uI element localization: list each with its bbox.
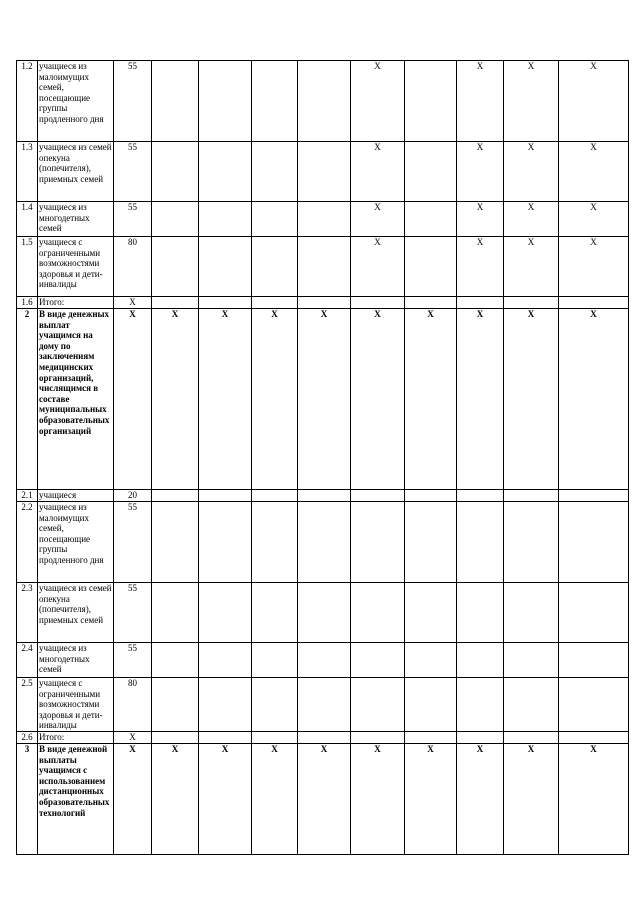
table-row — [17, 297, 629, 309]
value-cell — [252, 583, 298, 643]
table-row — [17, 237, 629, 297]
value-cell — [405, 297, 457, 309]
amount-cell: 55 — [114, 643, 152, 678]
value-cell — [351, 490, 405, 502]
amount-cell: 80 — [114, 678, 152, 732]
value-cell — [504, 490, 559, 502]
row-number-cell: 2.3 — [17, 583, 38, 643]
table-row — [17, 583, 629, 643]
value-cell: X — [504, 202, 559, 237]
value-cell — [199, 643, 252, 678]
value-cell — [298, 643, 351, 678]
value-cell — [199, 237, 252, 297]
value-cell — [252, 678, 298, 732]
value-cell: X — [199, 743, 252, 854]
value-cell — [405, 237, 457, 297]
value-cell — [504, 297, 559, 309]
value-cell — [559, 731, 629, 743]
value-cell: X — [405, 309, 457, 490]
value-cell: X — [504, 61, 559, 142]
amount-cell: X — [114, 297, 152, 309]
row-label-cell: учащиеся из малоимущих семей, посещающие группы продленного дня — [38, 502, 114, 583]
row-label-cell: учащиеся из многодетных семей — [38, 643, 114, 678]
value-cell — [152, 237, 199, 297]
value-cell — [457, 502, 504, 583]
value-cell — [504, 502, 559, 583]
value-cell — [457, 731, 504, 743]
value-cell: X — [559, 309, 629, 490]
row-number-cell: 2 — [17, 309, 38, 490]
value-cell: X — [351, 237, 405, 297]
table-row — [17, 502, 629, 583]
value-cell — [152, 61, 199, 142]
value-cell: X — [298, 309, 351, 490]
table-row — [17, 731, 629, 743]
row-label-cell: Итого: — [38, 731, 114, 743]
value-cell — [152, 490, 199, 502]
value-cell — [457, 490, 504, 502]
document-page — [16, 60, 629, 855]
value-cell — [152, 502, 199, 583]
row-label-cell: В виде денежной выплаты учащимся с использованием дистанционных образовательных технологий — [38, 743, 114, 854]
value-cell — [298, 202, 351, 237]
amount-cell: 55 — [114, 502, 152, 583]
value-cell — [199, 731, 252, 743]
value-cell — [504, 643, 559, 678]
value-cell: X — [152, 743, 199, 854]
value-cell — [559, 678, 629, 732]
value-cell — [351, 297, 405, 309]
value-cell: X — [457, 202, 504, 237]
row-number-cell: 2.2 — [17, 502, 38, 583]
amount-cell: 55 — [114, 61, 152, 142]
value-cell — [298, 502, 351, 583]
value-cell — [405, 142, 457, 202]
table-row — [17, 202, 629, 237]
value-cell: X — [351, 743, 405, 854]
value-cell — [405, 678, 457, 732]
value-cell — [298, 142, 351, 202]
row-number-cell: 3 — [17, 743, 38, 854]
value-cell — [559, 643, 629, 678]
value-cell — [298, 297, 351, 309]
value-cell: X — [252, 309, 298, 490]
value-cell — [199, 142, 252, 202]
value-cell — [405, 502, 457, 583]
amount-cell: X — [114, 309, 152, 490]
value-cell — [252, 297, 298, 309]
table-row — [17, 678, 629, 732]
value-cell — [152, 678, 199, 732]
value-cell — [199, 678, 252, 732]
row-number-cell: 1.4 — [17, 202, 38, 237]
value-cell — [298, 61, 351, 142]
value-cell — [152, 731, 199, 743]
table-body — [17, 61, 629, 855]
value-cell — [457, 583, 504, 643]
value-cell: X — [298, 743, 351, 854]
value-cell — [152, 202, 199, 237]
row-number-cell: 1.2 — [17, 61, 38, 142]
value-cell — [199, 502, 252, 583]
value-cell: X — [351, 61, 405, 142]
value-cell: X — [457, 237, 504, 297]
value-cell — [457, 678, 504, 732]
row-label-cell: учащиеся из семей опекуна (попечителя), приемных семей — [38, 142, 114, 202]
amount-cell: X — [114, 743, 152, 854]
value-cell — [252, 643, 298, 678]
value-cell: X — [504, 309, 559, 490]
value-cell — [351, 678, 405, 732]
value-cell — [252, 202, 298, 237]
row-label-cell: учащиеся из малоимущих семей, посещающие группы продленного дня — [38, 61, 114, 142]
table-row — [17, 309, 629, 490]
row-number-cell: 1.5 — [17, 237, 38, 297]
row-label-cell: В виде денежных выплат учащимся на дому по заключениям медицинских организаций, числящимся в составе муниципальных образовательных организаций — [38, 309, 114, 490]
value-cell — [405, 202, 457, 237]
value-cell: X — [504, 237, 559, 297]
subsidy-table — [16, 60, 629, 855]
value-cell: X — [457, 743, 504, 854]
table-row — [17, 490, 629, 502]
amount-cell: 55 — [114, 142, 152, 202]
value-cell — [504, 731, 559, 743]
row-number-cell: 1.6 — [17, 297, 38, 309]
value-cell — [351, 583, 405, 643]
value-cell — [252, 142, 298, 202]
table-row — [17, 743, 629, 854]
value-cell — [152, 583, 199, 643]
table-row — [17, 142, 629, 202]
value-cell — [351, 643, 405, 678]
value-cell — [351, 731, 405, 743]
value-cell: X — [252, 743, 298, 854]
row-label-cell: Итого: — [38, 297, 114, 309]
value-cell — [199, 490, 252, 502]
value-cell: X — [559, 61, 629, 142]
amount-cell: 80 — [114, 237, 152, 297]
value-cell — [298, 678, 351, 732]
value-cell — [252, 237, 298, 297]
table-row — [17, 61, 629, 142]
value-cell — [559, 583, 629, 643]
value-cell: X — [405, 743, 457, 854]
value-cell — [152, 643, 199, 678]
row-number-cell: 2.1 — [17, 490, 38, 502]
value-cell — [298, 583, 351, 643]
value-cell — [199, 297, 252, 309]
row-label-cell: учащиеся с ограниченными возможностями здоровья и дети-инвалиды — [38, 237, 114, 297]
value-cell — [504, 678, 559, 732]
value-cell — [252, 502, 298, 583]
value-cell: X — [559, 202, 629, 237]
value-cell — [351, 502, 405, 583]
value-cell: X — [457, 142, 504, 202]
value-cell: X — [351, 142, 405, 202]
value-cell — [199, 61, 252, 142]
value-cell — [405, 731, 457, 743]
row-number-cell: 2.4 — [17, 643, 38, 678]
value-cell: X — [457, 61, 504, 142]
value-cell — [457, 297, 504, 309]
value-cell — [298, 490, 351, 502]
value-cell — [559, 297, 629, 309]
value-cell — [559, 502, 629, 583]
value-cell: X — [559, 237, 629, 297]
row-label-cell: учащиеся из семей опекуна (попечителя), приемных семей — [38, 583, 114, 643]
value-cell — [152, 297, 199, 309]
value-cell — [405, 490, 457, 502]
value-cell: X — [457, 309, 504, 490]
value-cell: X — [351, 309, 405, 490]
value-cell — [559, 490, 629, 502]
row-number-cell: 1.3 — [17, 142, 38, 202]
value-cell: X — [559, 743, 629, 854]
value-cell — [405, 61, 457, 142]
amount-cell: 55 — [114, 202, 152, 237]
value-cell — [252, 61, 298, 142]
value-cell: X — [504, 142, 559, 202]
value-cell — [405, 583, 457, 643]
row-label-cell: учащиеся из многодетных семей — [38, 202, 114, 237]
value-cell — [252, 731, 298, 743]
value-cell — [457, 643, 504, 678]
row-label-cell: учащиеся — [38, 490, 114, 502]
value-cell — [252, 490, 298, 502]
value-cell — [405, 643, 457, 678]
row-number-cell: 2.5 — [17, 678, 38, 732]
value-cell — [199, 202, 252, 237]
amount-cell: 55 — [114, 583, 152, 643]
amount-cell: X — [114, 731, 152, 743]
table-row — [17, 643, 629, 678]
value-cell: X — [559, 142, 629, 202]
value-cell — [199, 583, 252, 643]
row-number-cell: 2.6 — [17, 731, 38, 743]
amount-cell: 20 — [114, 490, 152, 502]
row-label-cell: учащиеся с ограниченными возможностями здоровья и дети-инвалиды — [38, 678, 114, 732]
value-cell — [504, 583, 559, 643]
value-cell — [298, 731, 351, 743]
value-cell: X — [152, 309, 199, 490]
value-cell — [152, 142, 199, 202]
value-cell: X — [504, 743, 559, 854]
value-cell — [298, 237, 351, 297]
value-cell: X — [199, 309, 252, 490]
value-cell: X — [351, 202, 405, 237]
